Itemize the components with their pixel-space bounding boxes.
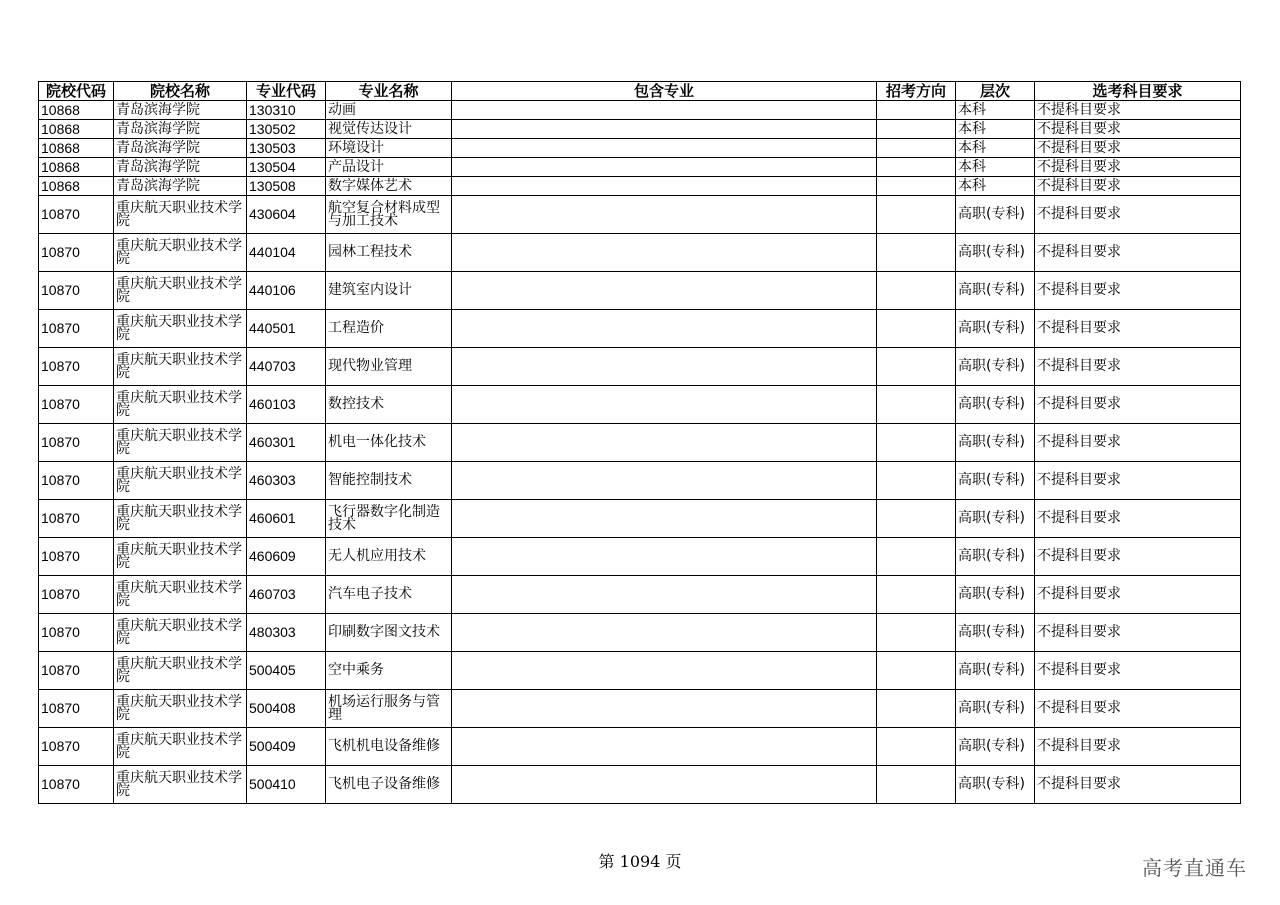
cell-school-name: 青岛滨海学院 — [114, 158, 247, 177]
cell-includes — [452, 614, 877, 652]
table-row — [39, 424, 1241, 462]
cell-school-code: 10868 — [39, 120, 114, 139]
cell-requirement: 不提科目要求 — [1035, 690, 1241, 728]
cell-major-name: 建筑室内设计 — [326, 272, 452, 310]
cell-includes — [452, 538, 877, 576]
table-row — [39, 120, 1241, 139]
cell-major-code: 480303 — [247, 614, 326, 652]
table-row — [39, 177, 1241, 196]
cell-school-name: 重庆航天职业技术学院 — [114, 386, 247, 424]
cell-direction — [877, 652, 956, 690]
cell-requirement: 不提科目要求 — [1035, 310, 1241, 348]
table-row — [39, 310, 1241, 348]
cell-major-code: 460703 — [247, 576, 326, 614]
cell-school-name: 重庆航天职业技术学院 — [114, 576, 247, 614]
page-number: 第 1094 页 — [598, 852, 682, 871]
cell-major-name: 飞机机电设备维修 — [326, 728, 452, 766]
cell-major-name: 飞行器数字化制造技术 — [326, 500, 452, 538]
cell-requirement: 不提科目要求 — [1035, 158, 1241, 177]
header-school-code: 院校代码 — [39, 82, 114, 101]
cell-direction — [877, 538, 956, 576]
cell-direction — [877, 272, 956, 310]
cell-direction — [877, 690, 956, 728]
cell-school-code: 10870 — [39, 728, 114, 766]
cell-school-name: 重庆航天职业技术学院 — [114, 728, 247, 766]
table-row — [39, 139, 1241, 158]
cell-school-name: 重庆航天职业技术学院 — [114, 690, 247, 728]
cell-direction — [877, 234, 956, 272]
cell-major-name: 动画 — [326, 101, 452, 120]
cell-school-code: 10868 — [39, 158, 114, 177]
cell-level: 高职(专科) — [956, 234, 1035, 272]
cell-school-name: 重庆航天职业技术学院 — [114, 500, 247, 538]
cell-level: 高职(专科) — [956, 310, 1035, 348]
table-row — [39, 690, 1241, 728]
cell-requirement: 不提科目要求 — [1035, 652, 1241, 690]
cell-includes — [452, 462, 877, 500]
cell-school-name: 青岛滨海学院 — [114, 120, 247, 139]
cell-level: 高职(专科) — [956, 576, 1035, 614]
cell-direction — [877, 196, 956, 234]
table-row — [39, 728, 1241, 766]
cell-major-name: 智能控制技术 — [326, 462, 452, 500]
table-row — [39, 652, 1241, 690]
cell-major-code: 460103 — [247, 386, 326, 424]
cell-major-name: 产品设计 — [326, 158, 452, 177]
cell-direction — [877, 462, 956, 500]
table-row — [39, 538, 1241, 576]
cell-school-code: 10870 — [39, 652, 114, 690]
cell-level: 本科 — [956, 139, 1035, 158]
cell-school-name: 重庆航天职业技术学院 — [114, 234, 247, 272]
cell-school-code: 10870 — [39, 424, 114, 462]
cell-requirement: 不提科目要求 — [1035, 101, 1241, 120]
header-includes: 包含专业 — [452, 82, 877, 101]
table-row — [39, 462, 1241, 500]
cell-school-code: 10870 — [39, 500, 114, 538]
cell-major-name: 飞机电子设备维修 — [326, 766, 452, 804]
cell-includes — [452, 101, 877, 120]
cell-level: 高职(专科) — [956, 386, 1035, 424]
cell-major-code: 130503 — [247, 139, 326, 158]
cell-level: 本科 — [956, 177, 1035, 196]
cell-includes — [452, 728, 877, 766]
cell-requirement: 不提科目要求 — [1035, 348, 1241, 386]
cell-level: 高职(专科) — [956, 462, 1035, 500]
cell-school-name: 重庆航天职业技术学院 — [114, 462, 247, 500]
cell-level: 高职(专科) — [956, 766, 1035, 804]
cell-includes — [452, 139, 877, 158]
table-row — [39, 576, 1241, 614]
cell-direction — [877, 101, 956, 120]
cell-major-name: 视觉传达设计 — [326, 120, 452, 139]
cell-level: 本科 — [956, 120, 1035, 139]
cell-includes — [452, 500, 877, 538]
header-direction: 招考方向 — [877, 82, 956, 101]
header-school-name: 院校名称 — [114, 82, 247, 101]
cell-school-code: 10868 — [39, 177, 114, 196]
cell-level: 高职(专科) — [956, 424, 1035, 462]
cell-school-name: 重庆航天职业技术学院 — [114, 310, 247, 348]
cell-school-code: 10870 — [39, 538, 114, 576]
cell-level: 高职(专科) — [956, 272, 1035, 310]
cell-major-code: 440104 — [247, 234, 326, 272]
cell-direction — [877, 158, 956, 177]
cell-school-code: 10870 — [39, 310, 114, 348]
cell-level: 高职(专科) — [956, 348, 1035, 386]
table-row — [39, 500, 1241, 538]
cell-school-code: 10868 — [39, 101, 114, 120]
cell-level: 高职(专科) — [956, 728, 1035, 766]
cell-school-code: 10870 — [39, 196, 114, 234]
cell-major-code: 440703 — [247, 348, 326, 386]
cell-major-code: 500410 — [247, 766, 326, 804]
cell-direction — [877, 120, 956, 139]
cell-major-name: 印刷数字图文技术 — [326, 614, 452, 652]
cell-major-code: 430604 — [247, 196, 326, 234]
cell-level: 本科 — [956, 158, 1035, 177]
cell-direction — [877, 500, 956, 538]
cell-includes — [452, 766, 877, 804]
cell-includes — [452, 348, 877, 386]
table-row — [39, 348, 1241, 386]
cell-major-name: 汽车电子技术 — [326, 576, 452, 614]
cell-major-name: 航空复合材料成型与加工技术 — [326, 196, 452, 234]
header-row — [39, 82, 1241, 101]
cell-includes — [452, 196, 877, 234]
cell-school-code: 10868 — [39, 139, 114, 158]
cell-major-code: 460609 — [247, 538, 326, 576]
cell-requirement: 不提科目要求 — [1035, 196, 1241, 234]
cell-level: 高职(专科) — [956, 196, 1035, 234]
table-row — [39, 766, 1241, 804]
table-body — [39, 101, 1241, 804]
cell-includes — [452, 177, 877, 196]
cell-requirement: 不提科目要求 — [1035, 614, 1241, 652]
cell-school-name: 青岛滨海学院 — [114, 101, 247, 120]
table-row — [39, 158, 1241, 177]
admissions-table — [38, 81, 1241, 804]
header-major-name: 专业名称 — [326, 82, 452, 101]
table-row — [39, 196, 1241, 234]
cell-requirement: 不提科目要求 — [1035, 766, 1241, 804]
cell-major-code: 130504 — [247, 158, 326, 177]
watermark-text: 高考直通车 — [1142, 856, 1247, 880]
cell-school-code: 10870 — [39, 348, 114, 386]
cell-direction — [877, 139, 956, 158]
cell-requirement: 不提科目要求 — [1035, 728, 1241, 766]
cell-major-name: 空中乘务 — [326, 652, 452, 690]
cell-major-code: 460601 — [247, 500, 326, 538]
cell-requirement: 不提科目要求 — [1035, 576, 1241, 614]
cell-requirement: 不提科目要求 — [1035, 500, 1241, 538]
cell-major-name: 机电一体化技术 — [326, 424, 452, 462]
cell-school-name: 重庆航天职业技术学院 — [114, 538, 247, 576]
cell-major-code: 440106 — [247, 272, 326, 310]
cell-includes — [452, 386, 877, 424]
cell-major-code: 460301 — [247, 424, 326, 462]
cell-school-name: 重庆航天职业技术学院 — [114, 424, 247, 462]
cell-includes — [452, 158, 877, 177]
cell-level: 高职(专科) — [956, 690, 1035, 728]
cell-major-name: 园林工程技术 — [326, 234, 452, 272]
cell-major-code: 500409 — [247, 728, 326, 766]
cell-school-name: 重庆航天职业技术学院 — [114, 196, 247, 234]
cell-includes — [452, 310, 877, 348]
table-row — [39, 386, 1241, 424]
cell-major-name: 数字媒体艺术 — [326, 177, 452, 196]
cell-major-code: 130502 — [247, 120, 326, 139]
cell-major-name: 工程造价 — [326, 310, 452, 348]
cell-direction — [877, 766, 956, 804]
cell-direction — [877, 576, 956, 614]
cell-school-name: 青岛滨海学院 — [114, 177, 247, 196]
cell-level: 高职(专科) — [956, 614, 1035, 652]
cell-major-code: 440501 — [247, 310, 326, 348]
cell-level: 高职(专科) — [956, 652, 1035, 690]
header-requirement: 选考科目要求 — [1035, 82, 1241, 101]
cell-requirement: 不提科目要求 — [1035, 234, 1241, 272]
cell-major-name: 环境设计 — [326, 139, 452, 158]
header-major-code: 专业代码 — [247, 82, 326, 101]
cell-major-code: 500408 — [247, 690, 326, 728]
table-row — [39, 234, 1241, 272]
cell-school-code: 10870 — [39, 272, 114, 310]
cell-major-name: 无人机应用技术 — [326, 538, 452, 576]
cell-requirement: 不提科目要求 — [1035, 424, 1241, 462]
cell-school-code: 10870 — [39, 766, 114, 804]
cell-major-name: 数控技术 — [326, 386, 452, 424]
cell-major-code: 130508 — [247, 177, 326, 196]
cell-school-code: 10870 — [39, 690, 114, 728]
cell-school-name: 重庆航天职业技术学院 — [114, 348, 247, 386]
cell-major-name: 机场运行服务与管理 — [326, 690, 452, 728]
cell-direction — [877, 177, 956, 196]
cell-school-name: 青岛滨海学院 — [114, 139, 247, 158]
cell-requirement: 不提科目要求 — [1035, 139, 1241, 158]
cell-requirement: 不提科目要求 — [1035, 177, 1241, 196]
cell-requirement: 不提科目要求 — [1035, 120, 1241, 139]
cell-requirement: 不提科目要求 — [1035, 538, 1241, 576]
cell-school-code: 10870 — [39, 614, 114, 652]
cell-school-code: 10870 — [39, 234, 114, 272]
cell-level: 高职(专科) — [956, 500, 1035, 538]
cell-major-code: 500405 — [247, 652, 326, 690]
cell-requirement: 不提科目要求 — [1035, 272, 1241, 310]
cell-school-name: 重庆航天职业技术学院 — [114, 614, 247, 652]
cell-includes — [452, 234, 877, 272]
cell-school-name: 重庆航天职业技术学院 — [114, 766, 247, 804]
cell-includes — [452, 272, 877, 310]
cell-includes — [452, 120, 877, 139]
cell-includes — [452, 424, 877, 462]
cell-major-code: 460303 — [247, 462, 326, 500]
cell-direction — [877, 386, 956, 424]
cell-direction — [877, 310, 956, 348]
cell-school-name: 重庆航天职业技术学院 — [114, 272, 247, 310]
cell-includes — [452, 652, 877, 690]
cell-requirement: 不提科目要求 — [1035, 386, 1241, 424]
cell-major-code: 130310 — [247, 101, 326, 120]
table-row — [39, 101, 1241, 120]
cell-major-name: 现代物业管理 — [326, 348, 452, 386]
cell-direction — [877, 728, 956, 766]
cell-level: 本科 — [956, 101, 1035, 120]
cell-school-code: 10870 — [39, 462, 114, 500]
cell-level: 高职(专科) — [956, 538, 1035, 576]
cell-school-name: 重庆航天职业技术学院 — [114, 652, 247, 690]
table-row — [39, 272, 1241, 310]
cell-school-code: 10870 — [39, 576, 114, 614]
cell-includes — [452, 576, 877, 614]
cell-direction — [877, 614, 956, 652]
cell-requirement: 不提科目要求 — [1035, 462, 1241, 500]
table-row — [39, 614, 1241, 652]
cell-direction — [877, 348, 956, 386]
cell-includes — [452, 690, 877, 728]
cell-direction — [877, 424, 956, 462]
cell-school-code: 10870 — [39, 386, 114, 424]
header-level: 层次 — [956, 82, 1035, 101]
